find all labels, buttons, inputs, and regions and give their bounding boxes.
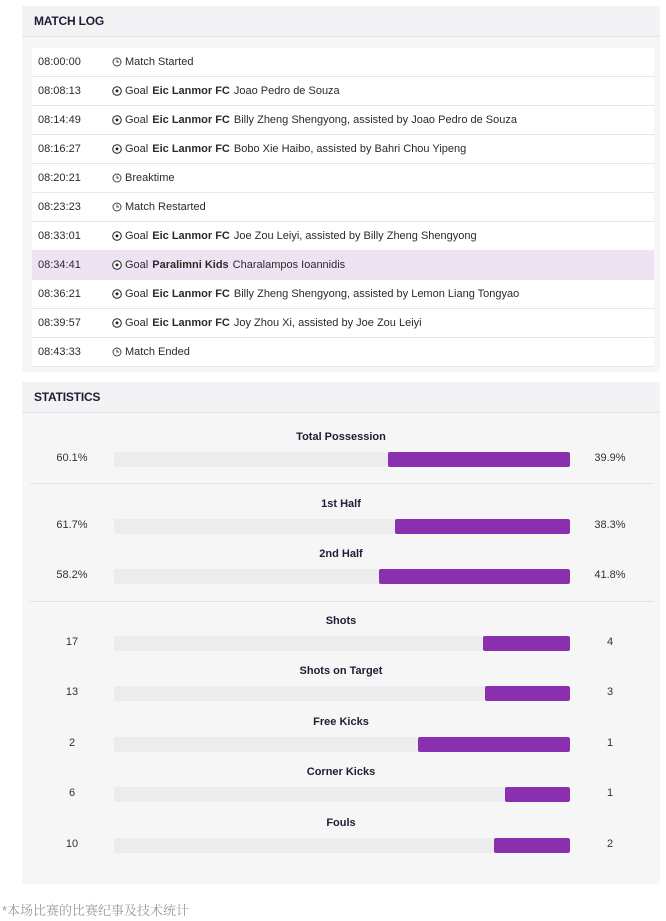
event-detail: Joe Zou Leiyi, assisted by Billy Zheng Shengyong	[233, 230, 477, 242]
event-detail: Billy Zheng Shengyong, assisted by Lemon Liang Tongyao	[233, 288, 520, 300]
stat-bar-track	[114, 569, 570, 584]
event-team: Paralimni Kids	[152, 259, 229, 271]
log-time: 08:23:23	[38, 201, 81, 213]
stat-home-value: 60.1%	[56, 452, 88, 464]
stat-away-value: 39.9%	[594, 452, 626, 464]
log-description	[112, 230, 477, 242]
match-log-list	[32, 48, 654, 367]
stat-row	[22, 498, 660, 538]
log-row	[32, 309, 654, 338]
log-description	[112, 288, 519, 300]
stat-label: 2nd Half	[319, 548, 363, 560]
log-description	[112, 317, 422, 329]
log-time: 08:39:57	[38, 317, 81, 329]
stat-label: Total Possession	[296, 431, 386, 443]
stat-bar-track	[114, 686, 570, 701]
stat-row	[22, 716, 660, 756]
event-type: Match Restarted	[125, 201, 206, 213]
stat-away-value: 41.8%	[594, 569, 626, 581]
event-detail: Bobo Xie Haibo, assisted by Bahri Chou Yipeng	[233, 143, 467, 155]
soccer-ball-icon	[112, 318, 122, 328]
stat-row	[22, 548, 660, 588]
log-time: 08:36:21	[38, 288, 81, 300]
log-description	[112, 201, 210, 213]
log-row	[32, 135, 654, 164]
stat-bar-fill	[505, 787, 570, 802]
event-team: Eic Lanmor FC	[152, 317, 230, 329]
soccer-ball-icon	[112, 289, 122, 299]
stat-home-value: 2	[68, 737, 76, 749]
stat-row	[22, 665, 660, 705]
stat-label: Shots	[325, 615, 357, 627]
log-time: 08:08:13	[38, 85, 81, 97]
stat-row	[22, 817, 660, 857]
event-type: Match Ended	[125, 346, 190, 358]
log-time: 08:34:41	[38, 259, 81, 271]
log-description	[112, 143, 466, 155]
stat-away-value: 38.3%	[594, 519, 626, 531]
stat-label: Shots on Target	[299, 665, 383, 677]
log-row	[32, 77, 654, 106]
stat-bar-track	[114, 838, 570, 853]
event-type: Goal	[125, 85, 149, 97]
log-time: 08:00:00	[38, 56, 81, 68]
log-row	[32, 164, 654, 193]
log-row	[32, 193, 654, 222]
event-team: Eic Lanmor FC	[152, 143, 230, 155]
soccer-ball-icon	[112, 86, 122, 96]
stat-away-value: 4	[606, 636, 614, 648]
event-team: Eic Lanmor FC	[152, 230, 230, 242]
stat-bar-fill	[388, 452, 570, 467]
stat-home-value: 10	[65, 838, 79, 850]
clock-icon	[112, 57, 122, 67]
stat-away-value: 3	[606, 686, 614, 698]
stat-row	[22, 766, 660, 806]
stat-bar-track	[114, 636, 570, 651]
stat-away-value: 2	[606, 838, 614, 850]
stat-away-value: 1	[606, 787, 614, 799]
clock-icon	[112, 202, 122, 212]
stat-bar-track	[114, 787, 570, 802]
stat-away-value: 1	[606, 737, 614, 749]
stat-bar-track	[114, 519, 570, 534]
stat-bar-track	[114, 452, 570, 467]
soccer-ball-icon	[112, 231, 122, 241]
clock-icon	[112, 173, 122, 183]
event-type: Goal	[125, 259, 149, 271]
event-type: Goal	[125, 288, 149, 300]
event-detail: Charalampos Ioannidis	[232, 259, 346, 271]
stat-label: Corner Kicks	[306, 766, 376, 778]
log-description	[112, 259, 345, 271]
log-row	[32, 222, 654, 251]
event-type: Breaktime	[125, 172, 175, 184]
divider	[30, 483, 654, 484]
log-time: 08:43:33	[38, 346, 81, 358]
log-description	[112, 346, 194, 358]
soccer-ball-icon	[112, 260, 122, 270]
event-team: Eic Lanmor FC	[152, 85, 230, 97]
log-time: 08:14:49	[38, 114, 81, 126]
stat-label: Free Kicks	[313, 716, 369, 728]
divider	[30, 601, 654, 602]
stat-bar-track	[114, 737, 570, 752]
log-time: 08:20:21	[38, 172, 81, 184]
statistics-panel	[22, 382, 660, 884]
match-log-title: MATCH LOG	[22, 6, 660, 37]
event-type: Goal	[125, 143, 149, 155]
stat-home-value: 58.2%	[56, 569, 88, 581]
event-type: Goal	[125, 114, 149, 126]
stat-home-value: 61.7%	[56, 519, 88, 531]
log-row	[32, 48, 654, 77]
soccer-ball-icon	[112, 115, 122, 125]
log-description	[112, 172, 179, 184]
log-time: 08:33:01	[38, 230, 81, 242]
event-team: Eic Lanmor FC	[152, 288, 230, 300]
statistics-title: STATISTICS	[22, 382, 660, 413]
stat-bar-fill	[494, 838, 570, 853]
event-detail: Joao Pedro de Souza	[233, 85, 340, 97]
stat-bar-fill	[418, 737, 570, 752]
event-detail: Billy Zheng Shengyong, assisted by Joao Pedro de Souza	[233, 114, 518, 126]
log-description	[112, 114, 517, 126]
clock-icon	[112, 347, 122, 357]
event-detail: Joy Zhou Xi, assisted by Joe Zou Leiyi	[233, 317, 422, 329]
event-type: Goal	[125, 230, 149, 242]
log-row	[32, 106, 654, 135]
event-type: Goal	[125, 317, 149, 329]
log-row	[32, 338, 654, 367]
soccer-ball-icon	[112, 144, 122, 154]
stat-row	[22, 615, 660, 655]
event-type: Match Started	[125, 56, 194, 68]
stat-bar-fill	[379, 569, 570, 584]
stat-home-value: 6	[68, 787, 76, 799]
log-row	[32, 280, 654, 309]
match-log-panel	[22, 6, 660, 372]
stat-bar-fill	[485, 686, 571, 701]
stat-bar-fill	[483, 636, 570, 651]
log-time: 08:16:27	[38, 143, 81, 155]
caption: *本场比赛的比赛纪事及技术统计	[2, 903, 190, 918]
log-row	[32, 251, 654, 280]
stat-home-value: 13	[65, 686, 79, 698]
event-team: Eic Lanmor FC	[152, 114, 230, 126]
stat-label: Fouls	[326, 817, 356, 829]
stat-row	[22, 431, 660, 471]
stat-bar-fill	[395, 519, 570, 534]
stat-home-value: 17	[65, 636, 79, 648]
log-description	[112, 85, 340, 97]
log-description	[112, 56, 197, 68]
stat-label: 1st Half	[321, 498, 361, 510]
